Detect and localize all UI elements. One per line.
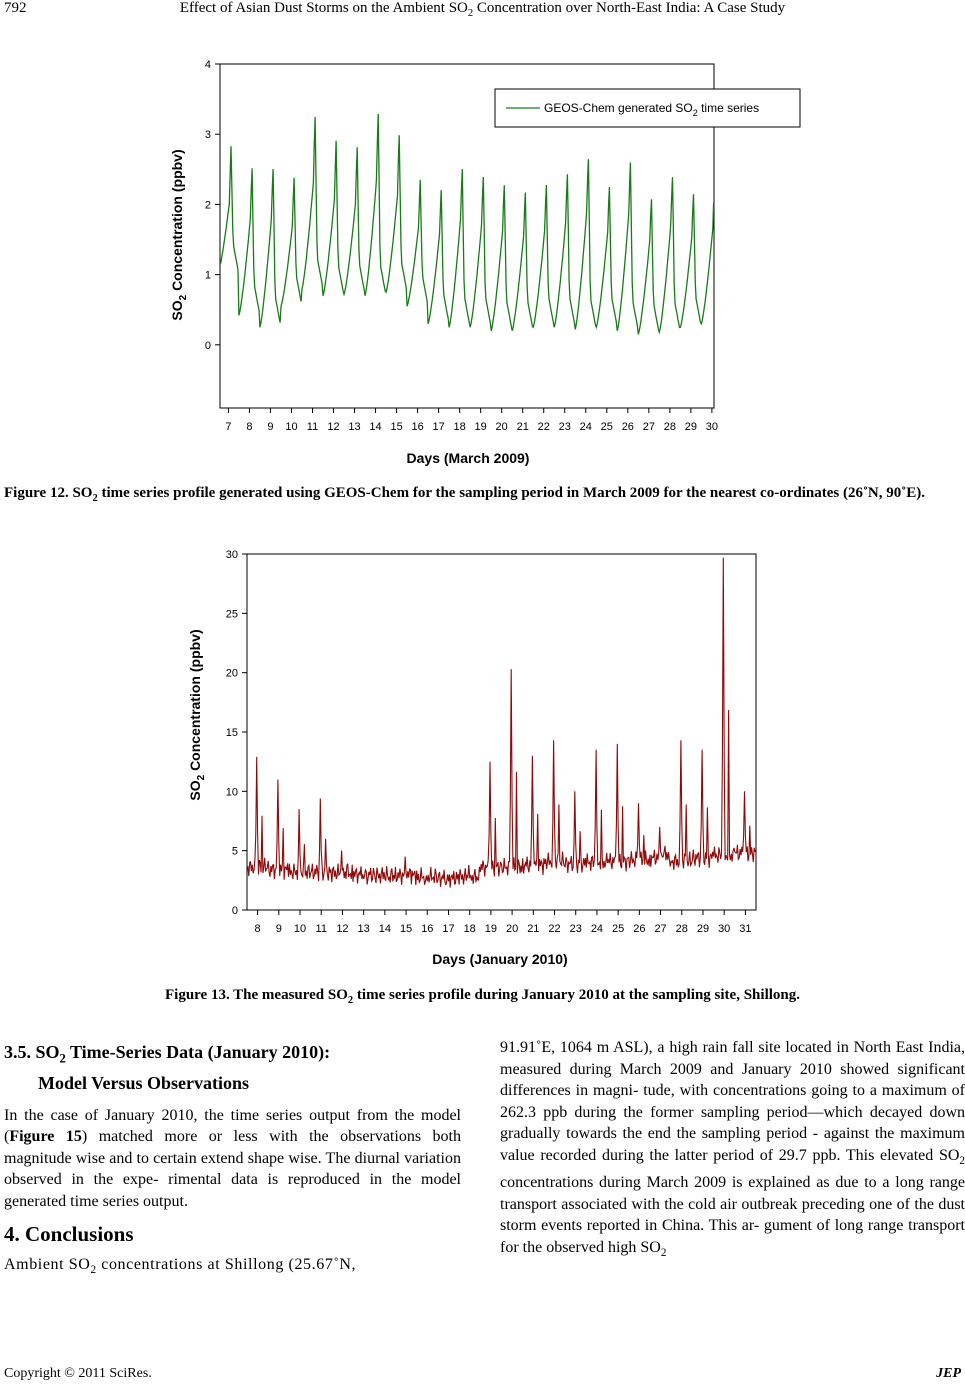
- x-axis-ticks: [225, 408, 718, 433]
- y-tick-label: 5: [231, 845, 238, 858]
- x-axis-label: Days (January 2010): [432, 951, 568, 967]
- x-tick-label: 14: [378, 923, 391, 935]
- x-tick-label: 9: [275, 923, 282, 935]
- y-tick-label: 1: [204, 269, 211, 282]
- x-tick-label: 17: [442, 923, 455, 935]
- x-tick-label: 26: [621, 421, 634, 433]
- conclusions-continued-paragraph: 91.91˚E, 1064 m ASL), a high rain fall site located in North East India, measured during March 2009 and January 2010 showed significant differences in magni- tude, with concentrations going to a maximum of 262.3 ppb during the former sampling period—which decayed down gradually towards the end the sampling period - against the maximum value recorded during the latter period of 29.7 ppb. This elevated $SO_2$ concentrations during March 2009 is explained as due to a long range transport associated with the cold air outbreak preceding one of the dust storm events reported in China. This ar- gument of long range transport for the observed high $SO_2$: [500, 1039, 965, 1259]
- y-tick-label: 20: [225, 667, 238, 680]
- x-tick-label: 27: [642, 421, 655, 433]
- x-tick-label: 15: [399, 923, 413, 935]
- x-tick-label: 26: [633, 923, 646, 935]
- x-tick-label: 10: [293, 923, 307, 935]
- journal-footer: JEP: [936, 1366, 961, 1381]
- x-tick-label: 22: [537, 421, 550, 433]
- x-tick-label: 29: [696, 923, 710, 935]
- left-column: [4, 1040, 461, 1281]
- legend: [495, 89, 800, 127]
- x-tick-label: 30: [718, 923, 731, 935]
- x-tick-label: 29: [684, 421, 698, 433]
- y-tick-label: 10: [225, 786, 238, 799]
- figure-13-chart: [0, 530, 965, 980]
- x-tick-label: 30: [705, 421, 719, 433]
- x-tick-label: 8: [246, 421, 253, 433]
- figure-12-caption: Figure 12. $SO_2$ time series profile generated using GEOS-Chem for the sampling period in March 2009 for the nearest co-ordinates (26˚N, 90˚E).: [4, 485, 926, 504]
- x-axis-label: Days (March 2009): [406, 450, 530, 466]
- running-title: Effect of Asian Dust Storms on the Ambient $SO_2$ Concentration over North-East India: A Case Study: [179, 0, 786, 19]
- right-column: [500, 1037, 965, 1264]
- y-tick-label: 2: [204, 199, 211, 212]
- x-tick-label: 13: [348, 421, 361, 433]
- x-tick-label: 28: [675, 923, 688, 935]
- x-tick-label: 24: [590, 923, 604, 935]
- y-tick-label: 4: [204, 59, 211, 71]
- so2-measured-series-line: [247, 558, 755, 888]
- y-tick-label: 30: [225, 549, 238, 561]
- x-tick-label: 16: [411, 421, 424, 433]
- x-tick-label: 23: [569, 923, 582, 935]
- x-tick-label: 10: [285, 421, 298, 433]
- x-tick-label: 23: [558, 421, 571, 433]
- figure-15-reference[interactable]: Figure 15: [9, 1128, 82, 1146]
- y-axis-ticks: [205, 59, 220, 352]
- y-tick-label: 0: [231, 905, 238, 917]
- x-tick-label: 21: [527, 923, 540, 935]
- y-tick-label: 15: [225, 727, 238, 739]
- y-axis-label: $SO_2$ Concentration (ppbv): [169, 149, 189, 321]
- legend-label: GEOS-Chem generated $SO_2$ time series: [544, 101, 760, 118]
- x-tick-label: 25: [612, 923, 625, 935]
- x-tick-label: 17: [432, 421, 445, 433]
- x-tick-label: 18: [463, 923, 476, 935]
- x-tick-label: 27: [654, 923, 667, 935]
- y-axis-label: $SO_2$ Concentration (ppbv): [187, 629, 207, 801]
- x-tick-label: 25: [600, 421, 613, 433]
- y-tick-label: 0: [204, 339, 211, 352]
- x-tick-label: 7: [225, 421, 232, 433]
- x-tick-label: 19: [474, 421, 487, 433]
- x-tick-label: 20: [495, 421, 508, 433]
- page-number: 792: [4, 0, 27, 16]
- x-tick-label: 12: [327, 421, 340, 433]
- y-tick-label: 25: [225, 608, 238, 621]
- figure-13-caption: Figure 13. The measured $SO_2$ time series profile during January 2010 at the sampling site, Shillong.: [164, 987, 800, 1006]
- section-3-5-heading: 3.5. $SO_2$ Time-Series Data (January 2010): Model Versus Observations: [4, 1042, 331, 1093]
- x-tick-label: 20: [505, 923, 519, 935]
- x-tick-label: 11: [306, 421, 319, 433]
- copyright-footer: Copyright © 2011 SciRes.: [4, 1366, 152, 1381]
- x-axis-ticks: [255, 910, 752, 935]
- y-tick-label: 3: [204, 129, 211, 142]
- x-tick-label: 15: [390, 421, 403, 433]
- x-tick-label: 13: [357, 923, 370, 935]
- section-3-5-paragraph: In the case of January 2010, the time series output from the model (Figure 15) matched more or less with the observations both magnitude wise and to certain extend shape wise. The diurnal variation observed in the expe- rimental data is reproduced in the model generated time series output.: [4, 1106, 461, 1210]
- x-tick-label: 8: [254, 923, 261, 935]
- x-tick-label: 12: [336, 923, 349, 935]
- x-tick-label: 18: [453, 421, 466, 433]
- x-tick-label: 24: [579, 421, 592, 433]
- figure-12-chart: [0, 0, 965, 480]
- x-tick-label: 9: [267, 421, 274, 433]
- so2-series-line: [221, 114, 714, 334]
- x-tick-label: 28: [663, 421, 676, 433]
- x-tick-label: 16: [421, 923, 434, 935]
- y-axis-ticks: [226, 549, 247, 917]
- x-tick-label: 31: [739, 923, 752, 935]
- x-tick-label: 22: [548, 923, 561, 935]
- x-tick-label: 19: [484, 923, 498, 935]
- x-tick-label: 11: [315, 923, 327, 935]
- conclusions-paragraph: Ambient $SO_2$ concentrations at Shillong (25.67˚N,: [4, 1255, 357, 1276]
- x-tick-label: 21: [516, 421, 529, 433]
- section-4-heading: 4. Conclusions: [4, 1222, 134, 1247]
- x-tick-label: 14: [369, 421, 382, 433]
